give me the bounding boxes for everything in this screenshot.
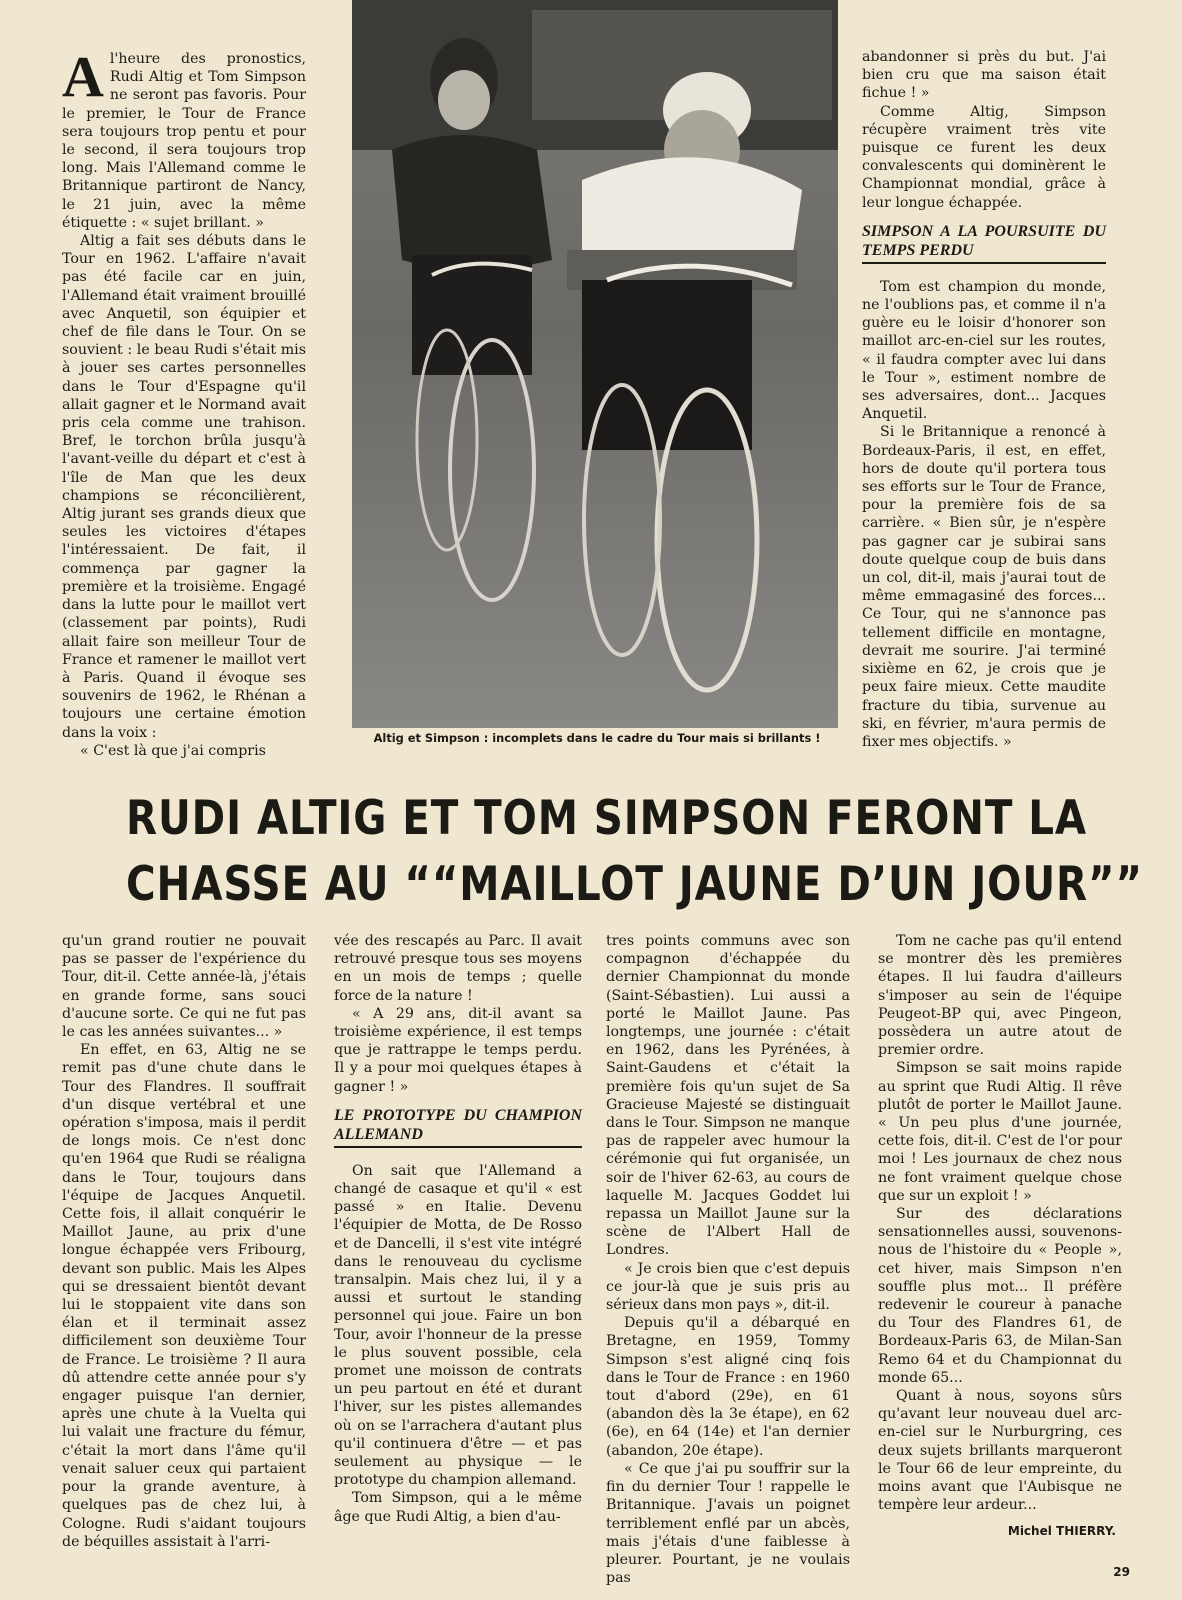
author-byline: Michel THIERRY.: [1007, 1524, 1116, 1538]
paragraph: Tom ne cache pas qu'il entend se montrer dès les premières étapes. Il lui faudra d'ailleurs s'imposer au sein de l'équipe Peugeot-BP qui, avec Pingeon, possèdera un autre atout de premier ordre.: [878, 933, 1122, 1059]
paragraph: Depuis qu'il a débarqué en Bretagne, en 1959, Tommy Simpson s'est aligné cinq fois dans le Tour de France : en 1960 tout d'abord (29e), en 61 (abandon dès la 3e étape), en 62 (6e), en 64 (14e) et l'an dernier (abandon, 20e étape).: [606, 1315, 850, 1459]
bottom-column-3: [606, 932, 850, 1587]
headline: [126, 786, 1143, 918]
paragraph: abandonner si près du but. J'ai bien cru que ma saison était fichue ! »: [862, 49, 1106, 102]
paragraph: Quant à nous, soyons sûrs qu'avant leur nouveau duel arc-en-ciel sur le Nurburgring, ces deux sujets brillants marqueront le Tour 66 de leur empreinte, du moins avant que l'Aubisque ne tempère leur ardeur...: [878, 1388, 1122, 1514]
paragraph: vée des rescapés au Parc. Il avait retrouvé presque tous ses moyens en un mois de temps ; quelle force de la nature !: [334, 933, 582, 1004]
paragraph: Simpson se sait moins rapide au sprint que Rudi Altig. Il rêve plutôt de porter le Maillot Jaune. « Un peu plus d'une journée, cette fois, dit-il. C'est de l'or pour moi ! Les journaux de chez nous ne font vraiment quelque chose que sur un exploit ! »: [878, 1060, 1122, 1204]
paragraph: « Je crois bien que c'est depuis ce jour-là que je suis pris au sérieux dans mon pays », dit-il.: [606, 1260, 850, 1314]
paragraph: Si le Britannique a renoncé à Bordeaux-Paris, il est, en effet, hors de doute qu'il portera tous ses efforts sur le Tour de France, pour la première fois de sa carrière. « Bien sûr, je n'espère pas gagner car je subirai sans doute quelque coup de buis dans un col, dit-il, mais j'aurai tout de même emmagasiné des forces... Ce Tour, qui ne s'annonce pas tellement difficile en montagne, devrait me sourire. J'ai terminé sixième en 62, je crois que je peux faire mieux. Cette maudite fracture du tibia, survenue au ski, en février, m'aura permis de fixer mes objectifs. »: [862, 424, 1106, 750]
intro-paragraph: Al'heure des pronostics, Rudi Altig et Tom Simpson ne seront pas favoris. Pour le premier, le Tour de France sera toujours trop pentu et pour le second, il sera toujours trop long. Mais l'Allemand comme le Britannique partiront de Nancy, le 21 juin, avec la même étiquette : « sujet brillant. »: [62, 44, 306, 231]
page-number: 29: [1113, 1565, 1130, 1579]
cyclists-photo-image: [352, 0, 838, 728]
photo-caption: Altig et Simpson : incomplets dans le cadre du Tour mais si brillants !: [373, 731, 821, 745]
paragraph: « C'est là que j'ai compris: [80, 742, 266, 759]
paragraph: Comme Altig, Simpson récupère vraiment très vite puisque ce furent les deux convalescents qui dominèrent le Championnat mondial, grâce à leur longue échappée.: [862, 103, 1106, 211]
column-top-right: [862, 48, 1106, 751]
subheading-prototype: LE PROTOTYPE DU CHAMPION ALLEMAND: [334, 1106, 582, 1148]
headline-line-1: RUDI ALTIG ET TOM SIMPSON FERONT LA: [126, 791, 1087, 846]
paragraph: « Ce que j'ai pu souffrir sur la fin du dernier Tour ! rappelle le Britannique. J'avais un poignet terriblement enflé par un abcès, mais j'étais d'une faiblesse à pleurer. Pourtant, je ne voulais pas: [606, 1460, 850, 1587]
paragraph: Sur des déclarations sensationnelles aussi, souvenons-nous de l'histoire du « People », cet hiver, mais Simpson n'en souffle plus mot... Il préfère redevenir le coureur à panache du Tour des Flandres 61, de Bordeaux-Paris 63, de Milan-San Remo 64 et du Championnat du monde 65...: [878, 1206, 1122, 1386]
paragraph: Tom est champion du monde, ne l'oublions pas, et comme il n'a guère eu le loisir d'honorer son maillot arc-en-ciel sur les routes, « il faudra compter avec lui dans le Tour », estiment nombre de ses adversaires, dont... Jacques Anquetil.: [862, 278, 1106, 423]
paragraph: Tom Simpson, qui a le même âge que Rudi Altig, a bien d'au-: [334, 1490, 582, 1525]
subheading-simpson: SIMPSON A LA POURSUITE DU TEMPS PERDU: [862, 222, 1106, 264]
bottom-column-2: [334, 932, 582, 1526]
cyclists-photo: [352, 0, 838, 728]
column-intro: [62, 44, 306, 760]
bottom-column-4: [878, 932, 1122, 1515]
paragraph: « A 29 ans, dit-il avant sa troisième expérience, il est temps que je rattrappe le temps perdu. Il y a pour moi quelques étapes à gagner ! »: [334, 1005, 582, 1095]
paragraph: tres points communs avec son compagnon d'échappée du dernier Championnat du monde (Saint-Sébastien). Lui aussi a porté le Maillot Jaune. Pas longtemps, une journée : c'était en 1962, dans les Pyrénées, à Saint-Gaudens et c'était la première fois qu'un sujet de Sa Gracieuse Majesté se distinguait dans le Tour. Simpson ne manque pas de rappeler avec humour la cérémonie qui fut organisée, un soir de l'hiver 62-63, au cours de laquelle M. Jacques Goddet lui repassa un Maillot Jaune sur la scène de l'Albert Hall de Londres.: [606, 933, 850, 1259]
bottom-column-1: [62, 932, 306, 1551]
headline-line-2: CHASSE AU ““MAILLOT JAUNE D’UN JOUR””: [126, 857, 1143, 912]
paragraph: qu'un grand routier ne pouvait pas se passer de l'expérience du Tour, dit-il. Cette année-là, j'étais en grande forme, sans souci d'aucune sorte. Ce qui ne fut pas le cas les années suivantes... »: [62, 933, 306, 1041]
paragraph: En effet, en 63, Altig ne se remit pas d'une chute dans le Tour des Flandres. Il souffrait d'un disque vertébral et une opération s'imposa, mais il perdit de longs mois. Ce n'est donc qu'en 1964 que Rudi se réaligna dans le Tour, toujours dans l'équipe de Jacques Anquetil. Cette fois, il allait conquérir le Maillot Jaune, au prix d'une longue échappée vers Fribourg, devant son public. Mais les Alpes qui se dressaient bientôt devant lui le stoppaient vite dans son élan et il terminait assez difficilement son deuxième Tour de France. Le troisième ? Il aura dû attendre cette année pour s'y engager puisque l'an dernier, après une chute à la Vuelta qui lui valait une fracture du fémur, c'était la mort dans l'âme qu'il venait saluer ceux qui partaient pour la grande aventure, à quelques pas de chez lui, à Cologne. Rudi s'aidant toujours de béquilles assistait à l'arri-: [62, 1042, 306, 1550]
paragraph: Altig a fait ses débuts dans le Tour en 1962. L'affaire n'avait pas été facile car en juin, l'Allemand était vraiment brouillé avec Anquetil, son équipier et chef de file dans le Tour. On se souvient : le beau Rudi s'était mis à jouer ses cartes personnelles dans le Tour d'Espagne qu'il allait gagner et le Normand avait pris cela comme une trahison. Bref, le torchon brûla jusqu'à l'avant-veille du départ et c'est à l'île de Man que les deux champions se réconcilièrent, Altig jurant ses grands dieux que seules les victoires d'étapes l'intéressaient. De fait, il commença par gagner la première et la troisième. Engagé dans la lutte pour le maillot vert (classement par points), Rudi allait faire son meilleur Tour de France et ramener le maillot vert à Paris. Quand il évoque ses souvenirs de 1962, le Rhénan a toujours une certaine émotion dans la voix :: [62, 233, 306, 741]
drop-cap: A: [62, 44, 104, 109]
paragraph: On sait que l'Allemand a changé de casaque et qu'il « est passé » en Italie. Devenu l'équipier de Motta, de De Rosso et de Dancelli, il s'est vite intégré dans le renouveau du cyclisme transalpin. Mais chez lui, il y a aussi et surtout le standing personnel qui joue. Faire un bon Tour, avoir l'honneur de la presse le plus souvent possible, cela promet une moisson de contrats un peu partout en été et durant l'hiver, sur les pistes allemandes où on se l'arrachera d'autant plus qu'il continuera d'être — et pas seulement au physique — le prototype du champion allemand.: [334, 1162, 582, 1489]
